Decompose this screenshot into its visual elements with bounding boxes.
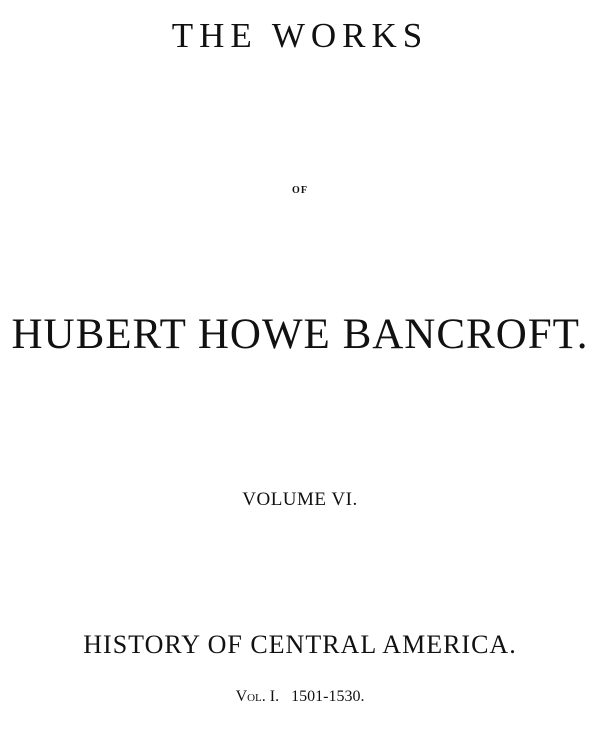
works-heading: THE WORKS — [171, 16, 429, 55]
of-label: OF — [292, 185, 308, 196]
vol-label: Vol. — [235, 688, 266, 705]
volume-label: VOLUME VI. — [242, 489, 358, 510]
vol-years: 1501-1530. — [291, 688, 365, 705]
vol-number: I. — [269, 688, 280, 705]
volume-range-line — [0, 689, 600, 705]
history-title: HISTORY OF CENTRAL AMERICA. — [83, 630, 517, 659]
author-name: HUBERT HOWE BANCROFT. — [11, 311, 589, 358]
